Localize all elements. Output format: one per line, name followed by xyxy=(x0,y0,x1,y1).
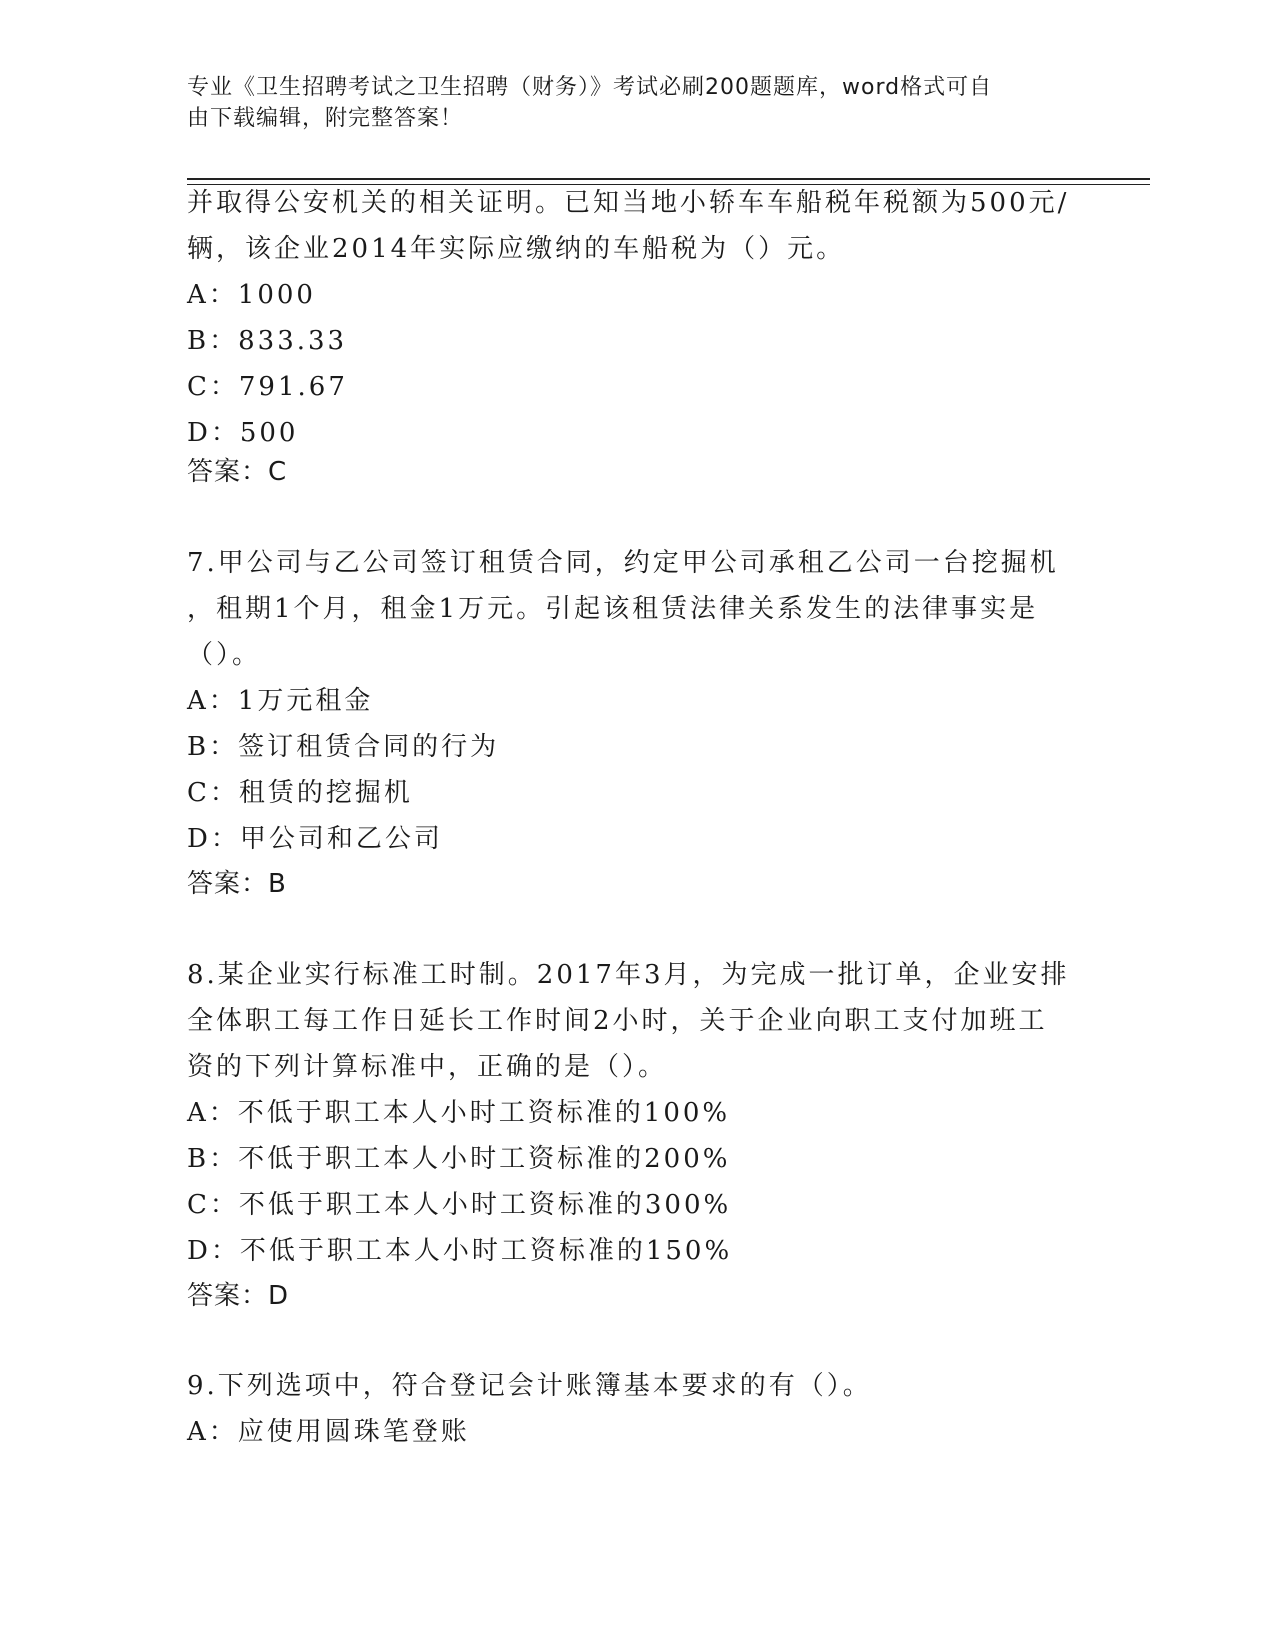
answer-7: 答案：B xyxy=(187,869,287,899)
question-text-line: ，租期1个月，租金1万元。引起该租赁法律关系发生的法律事实是 xyxy=(187,594,1039,624)
option-c: C：不低于职工本人小时工资标准的300% xyxy=(187,1190,732,1220)
header-line-1: 专业《卫生招聘考试之卫生招聘（财务）》考试必刷200题题库，word格式可自 xyxy=(187,75,993,100)
question-text-line: （）。 xyxy=(187,640,262,670)
option-a: A：应使用圆珠笔登账 xyxy=(187,1417,470,1447)
question-text-line: 资的下列计算标准中，正确的是（）。 xyxy=(187,1052,668,1082)
option-a: A：1万元租金 xyxy=(187,686,374,716)
header-line-2: 由下载编辑，附完整答案！ xyxy=(187,106,464,131)
option-d: D：不低于职工本人小时工资标准的150% xyxy=(187,1236,733,1266)
option-d: D：甲公司和乙公司 xyxy=(187,824,443,854)
question-text-line: 7.甲公司与乙公司签订租赁合同，约定甲公司承租乙公司一台挖掘机 xyxy=(187,548,1059,578)
question-text-line: 9.下列选项中，符合登记会计账簿基本要求的有（）。 xyxy=(187,1371,872,1401)
option-b: B：签订租赁合同的行为 xyxy=(187,732,500,762)
answer-8: 答案：D xyxy=(187,1281,290,1311)
option-a: A：1000 xyxy=(187,280,316,310)
question-8 xyxy=(187,952,1070,1274)
question-7 xyxy=(187,540,1067,862)
option-c: C：791.67 xyxy=(187,372,348,402)
option-a: A：不低于职工本人小时工资标准的100% xyxy=(187,1098,731,1128)
question-text-line: 辆，该企业2014年实际应缴纳的车船税为（）元。 xyxy=(187,234,846,264)
question-text-line: 8.某企业实行标准工时制。2017年3月，为完成一批订单，企业安排 xyxy=(187,960,1070,990)
document-header xyxy=(187,72,1067,134)
option-b: B：833.33 xyxy=(187,326,348,356)
option-d: D：500 xyxy=(187,418,299,448)
question-6 xyxy=(187,180,1070,456)
option-b: B：不低于职工本人小时工资标准的200% xyxy=(187,1144,731,1174)
question-text-line: 全体职工每工作日延长工作时间2小时，关于企业向职工支付加班工 xyxy=(187,1006,1048,1036)
question-text-line: 并取得公安机关的相关证明。已知当地小轿车车船税年税额为500元/ xyxy=(187,188,1070,218)
answer-6: 答案：C xyxy=(187,457,288,487)
option-c: C：租赁的挖掘机 xyxy=(187,778,413,808)
question-9 xyxy=(187,1363,1067,1455)
